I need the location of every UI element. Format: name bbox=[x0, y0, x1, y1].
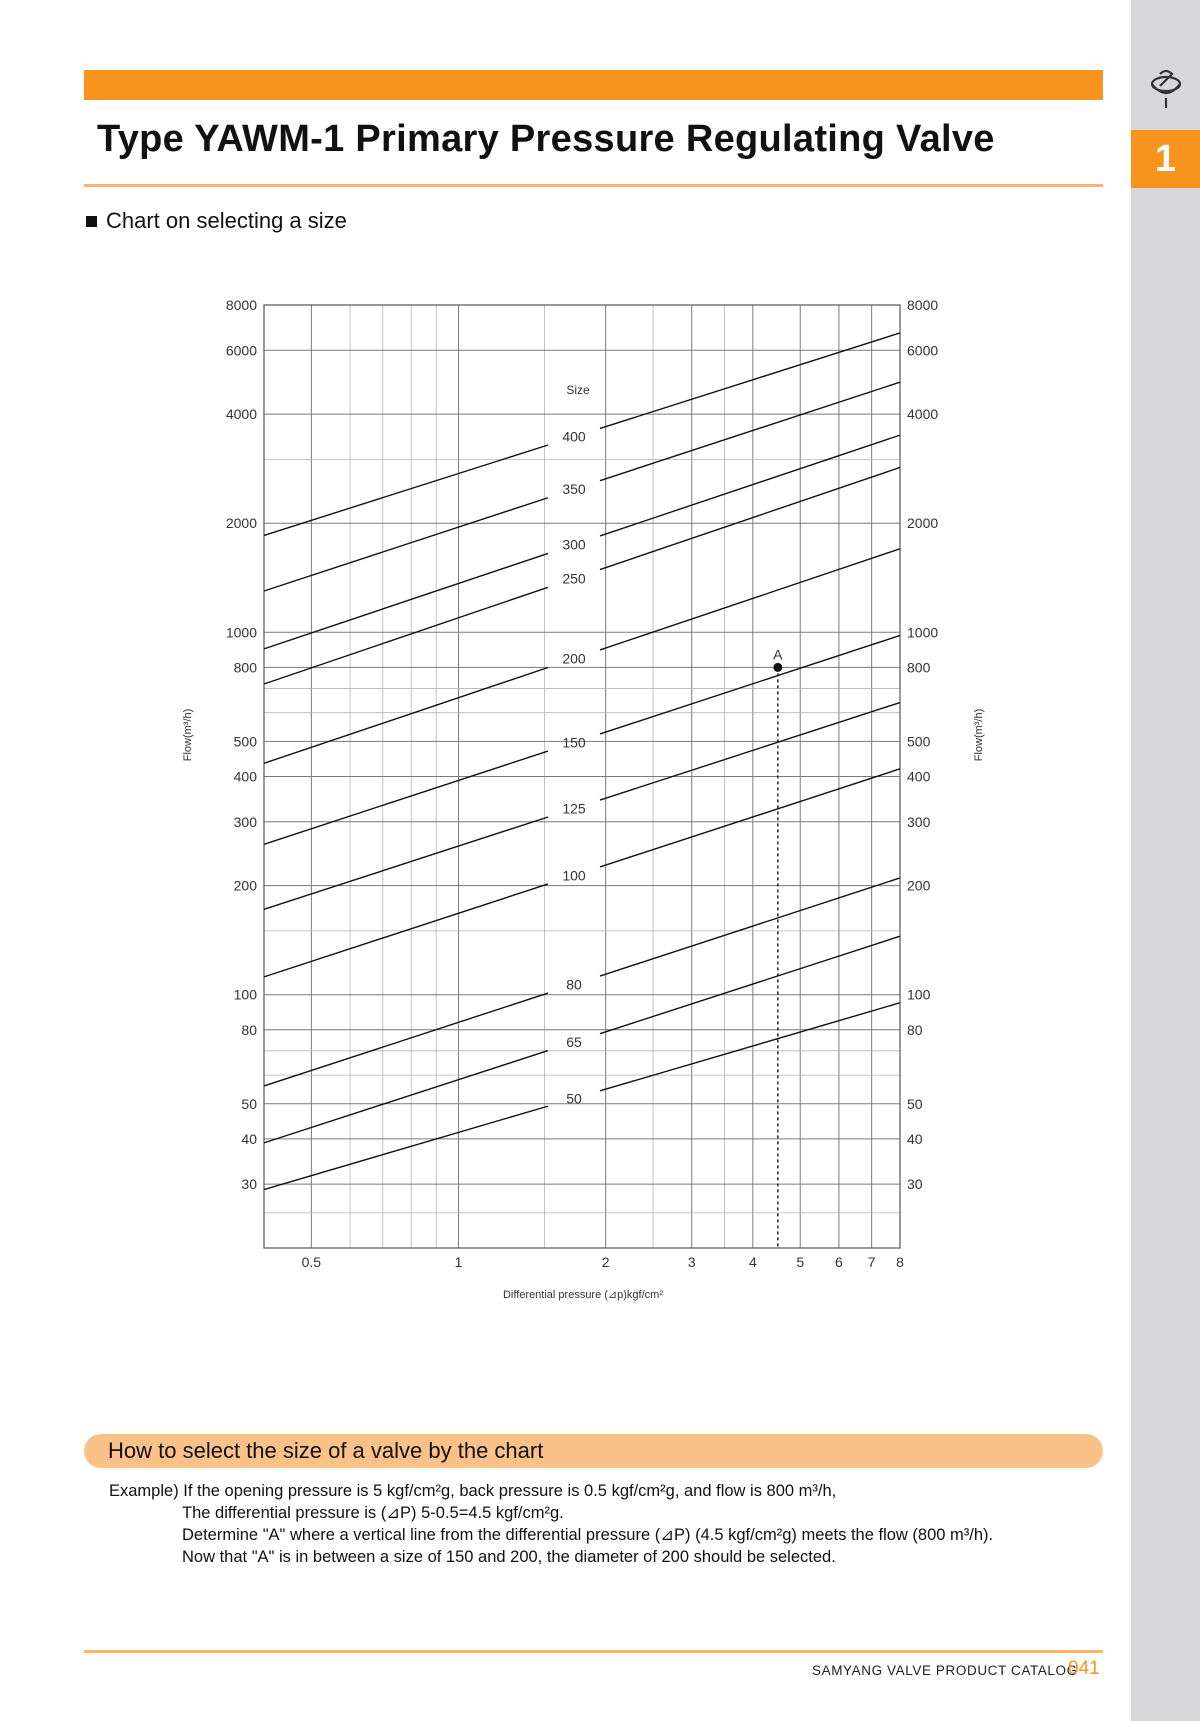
y-tick-label-left: 8000 bbox=[225, 297, 257, 313]
size-line bbox=[264, 1106, 548, 1189]
size-line bbox=[264, 498, 548, 591]
y-tick-label-right: 8000 bbox=[907, 297, 939, 313]
size-line bbox=[264, 445, 548, 535]
y-tick-label-left: 2000 bbox=[225, 515, 257, 532]
y-tick-label-right: 30 bbox=[907, 1176, 923, 1193]
size-line-label: 150 bbox=[562, 734, 586, 751]
y-tick-label-left: 800 bbox=[233, 659, 257, 676]
y-tick-label-left: 30 bbox=[241, 1176, 257, 1193]
x-tick-label: 1 bbox=[454, 1254, 463, 1270]
size-line bbox=[600, 769, 900, 867]
y-tick-label-right: 100 bbox=[907, 986, 931, 1003]
x-tick-label: 3 bbox=[687, 1254, 696, 1270]
example-line: Determine "A" where a vertical line from the differential pressure (⊿P) (4.5 kgf/cm²g) meets the flow (800 m³/h). bbox=[182, 1526, 994, 1544]
x-tick-label: 0.5 bbox=[301, 1254, 322, 1270]
size-line bbox=[600, 936, 900, 1033]
size-line-label: 350 bbox=[562, 481, 586, 498]
y-tick-label-right: 500 bbox=[907, 733, 931, 750]
size-line-label: 65 bbox=[566, 1034, 582, 1051]
x-axis-title: Differential pressure (⊿p)kgf/cm² bbox=[502, 1289, 664, 1301]
x-tick-label: 5 bbox=[796, 1254, 805, 1270]
right-sidebar bbox=[1131, 0, 1200, 1721]
y-tick-label-left: 1000 bbox=[225, 624, 257, 641]
y-tick-label-left: 100 bbox=[233, 986, 257, 1003]
y-tick-label-right: 40 bbox=[907, 1130, 923, 1147]
section-heading-text: Chart on selecting a size bbox=[106, 208, 347, 233]
y-axis-title-left: Flow(m³/h) bbox=[182, 708, 194, 762]
how-to-banner bbox=[84, 1434, 1103, 1468]
y-tick-label-right: 4000 bbox=[907, 406, 939, 423]
size-line-label: 50 bbox=[566, 1090, 582, 1107]
y-tick-label-right: 400 bbox=[907, 768, 931, 785]
size-line bbox=[264, 668, 548, 764]
size-line-label: 100 bbox=[562, 867, 586, 884]
size-legend-label: Size bbox=[566, 383, 590, 397]
y-tick-label-right: 80 bbox=[907, 1021, 923, 1038]
x-tick-label: 2 bbox=[601, 1254, 610, 1270]
size-line bbox=[600, 549, 900, 650]
how-to-title: How to select the size of a valve by the chart bbox=[108, 1438, 544, 1463]
size-line bbox=[264, 884, 548, 977]
size-line bbox=[600, 635, 900, 734]
example-text bbox=[109, 1480, 993, 1568]
y-tick-label-left: 400 bbox=[233, 768, 257, 785]
example-line: Example) If the opening pressure is 5 kgf/cm²g, back pressure is 0.5 kgf/cm²g, and flow is 800 m³/h, bbox=[109, 1482, 837, 1500]
y-tick-label-left: 80 bbox=[241, 1021, 257, 1038]
chapter-tab[interactable]: 1 bbox=[1131, 130, 1200, 188]
page-title: Type YAWM-1 Primary Pressure Regulating Valve bbox=[97, 118, 995, 160]
company-logo-icon bbox=[1140, 62, 1192, 114]
y-tick-label-right: 1000 bbox=[907, 624, 939, 641]
size-line bbox=[600, 435, 900, 536]
size-line-label: 300 bbox=[562, 536, 586, 553]
size-line-label: 400 bbox=[562, 428, 586, 445]
footer-divider bbox=[84, 1650, 1103, 1653]
size-line bbox=[264, 993, 548, 1086]
y-tick-label-left: 500 bbox=[233, 733, 257, 750]
y-tick-label-right: 800 bbox=[907, 659, 931, 676]
catalog-label: SAMYANG VALVE PRODUCT CATALOG bbox=[812, 1663, 1078, 1678]
size-line bbox=[264, 1051, 548, 1143]
size-line bbox=[600, 703, 900, 801]
y-tick-label-right: 6000 bbox=[907, 342, 939, 359]
size-line bbox=[600, 382, 900, 481]
size-line-label: 200 bbox=[562, 650, 586, 667]
size-line bbox=[600, 1003, 900, 1091]
size-line bbox=[600, 467, 900, 569]
y-tick-label-right: 200 bbox=[907, 877, 931, 894]
y-tick-label-right: 300 bbox=[907, 813, 931, 830]
y-tick-label-left: 50 bbox=[241, 1095, 257, 1112]
x-tick-label: 8 bbox=[896, 1254, 904, 1270]
y-tick-label-left: 6000 bbox=[225, 342, 257, 359]
size-line-label: 125 bbox=[562, 800, 586, 817]
x-tick-label: 7 bbox=[867, 1254, 876, 1270]
example-line: Now that "A" is in between a size of 150 and 200, the diameter of 200 should be selected. bbox=[182, 1548, 836, 1566]
y-tick-label-right: 50 bbox=[907, 1095, 923, 1112]
y-tick-label-right: 2000 bbox=[907, 515, 939, 532]
size-line bbox=[600, 878, 900, 976]
example-line: The differential pressure is (⊿P) 5-0.5=4.5 kgf/cm²g. bbox=[182, 1504, 564, 1522]
y-axis-title-right: Flow(m³/h) bbox=[973, 708, 985, 762]
y-tick-label-left: 200 bbox=[233, 877, 257, 894]
annotation-point bbox=[773, 663, 782, 672]
y-tick-label-left: 300 bbox=[233, 813, 257, 830]
x-tick-label: 6 bbox=[835, 1254, 843, 1270]
annotation-label: A bbox=[773, 646, 783, 663]
size-line-label: 80 bbox=[566, 976, 582, 993]
y-tick-label-left: 40 bbox=[241, 1130, 257, 1147]
x-tick-label: 4 bbox=[748, 1254, 757, 1270]
size-line-label: 250 bbox=[562, 570, 586, 587]
y-tick-label-left: 4000 bbox=[225, 406, 257, 423]
page-number: 041 bbox=[1068, 1658, 1100, 1679]
